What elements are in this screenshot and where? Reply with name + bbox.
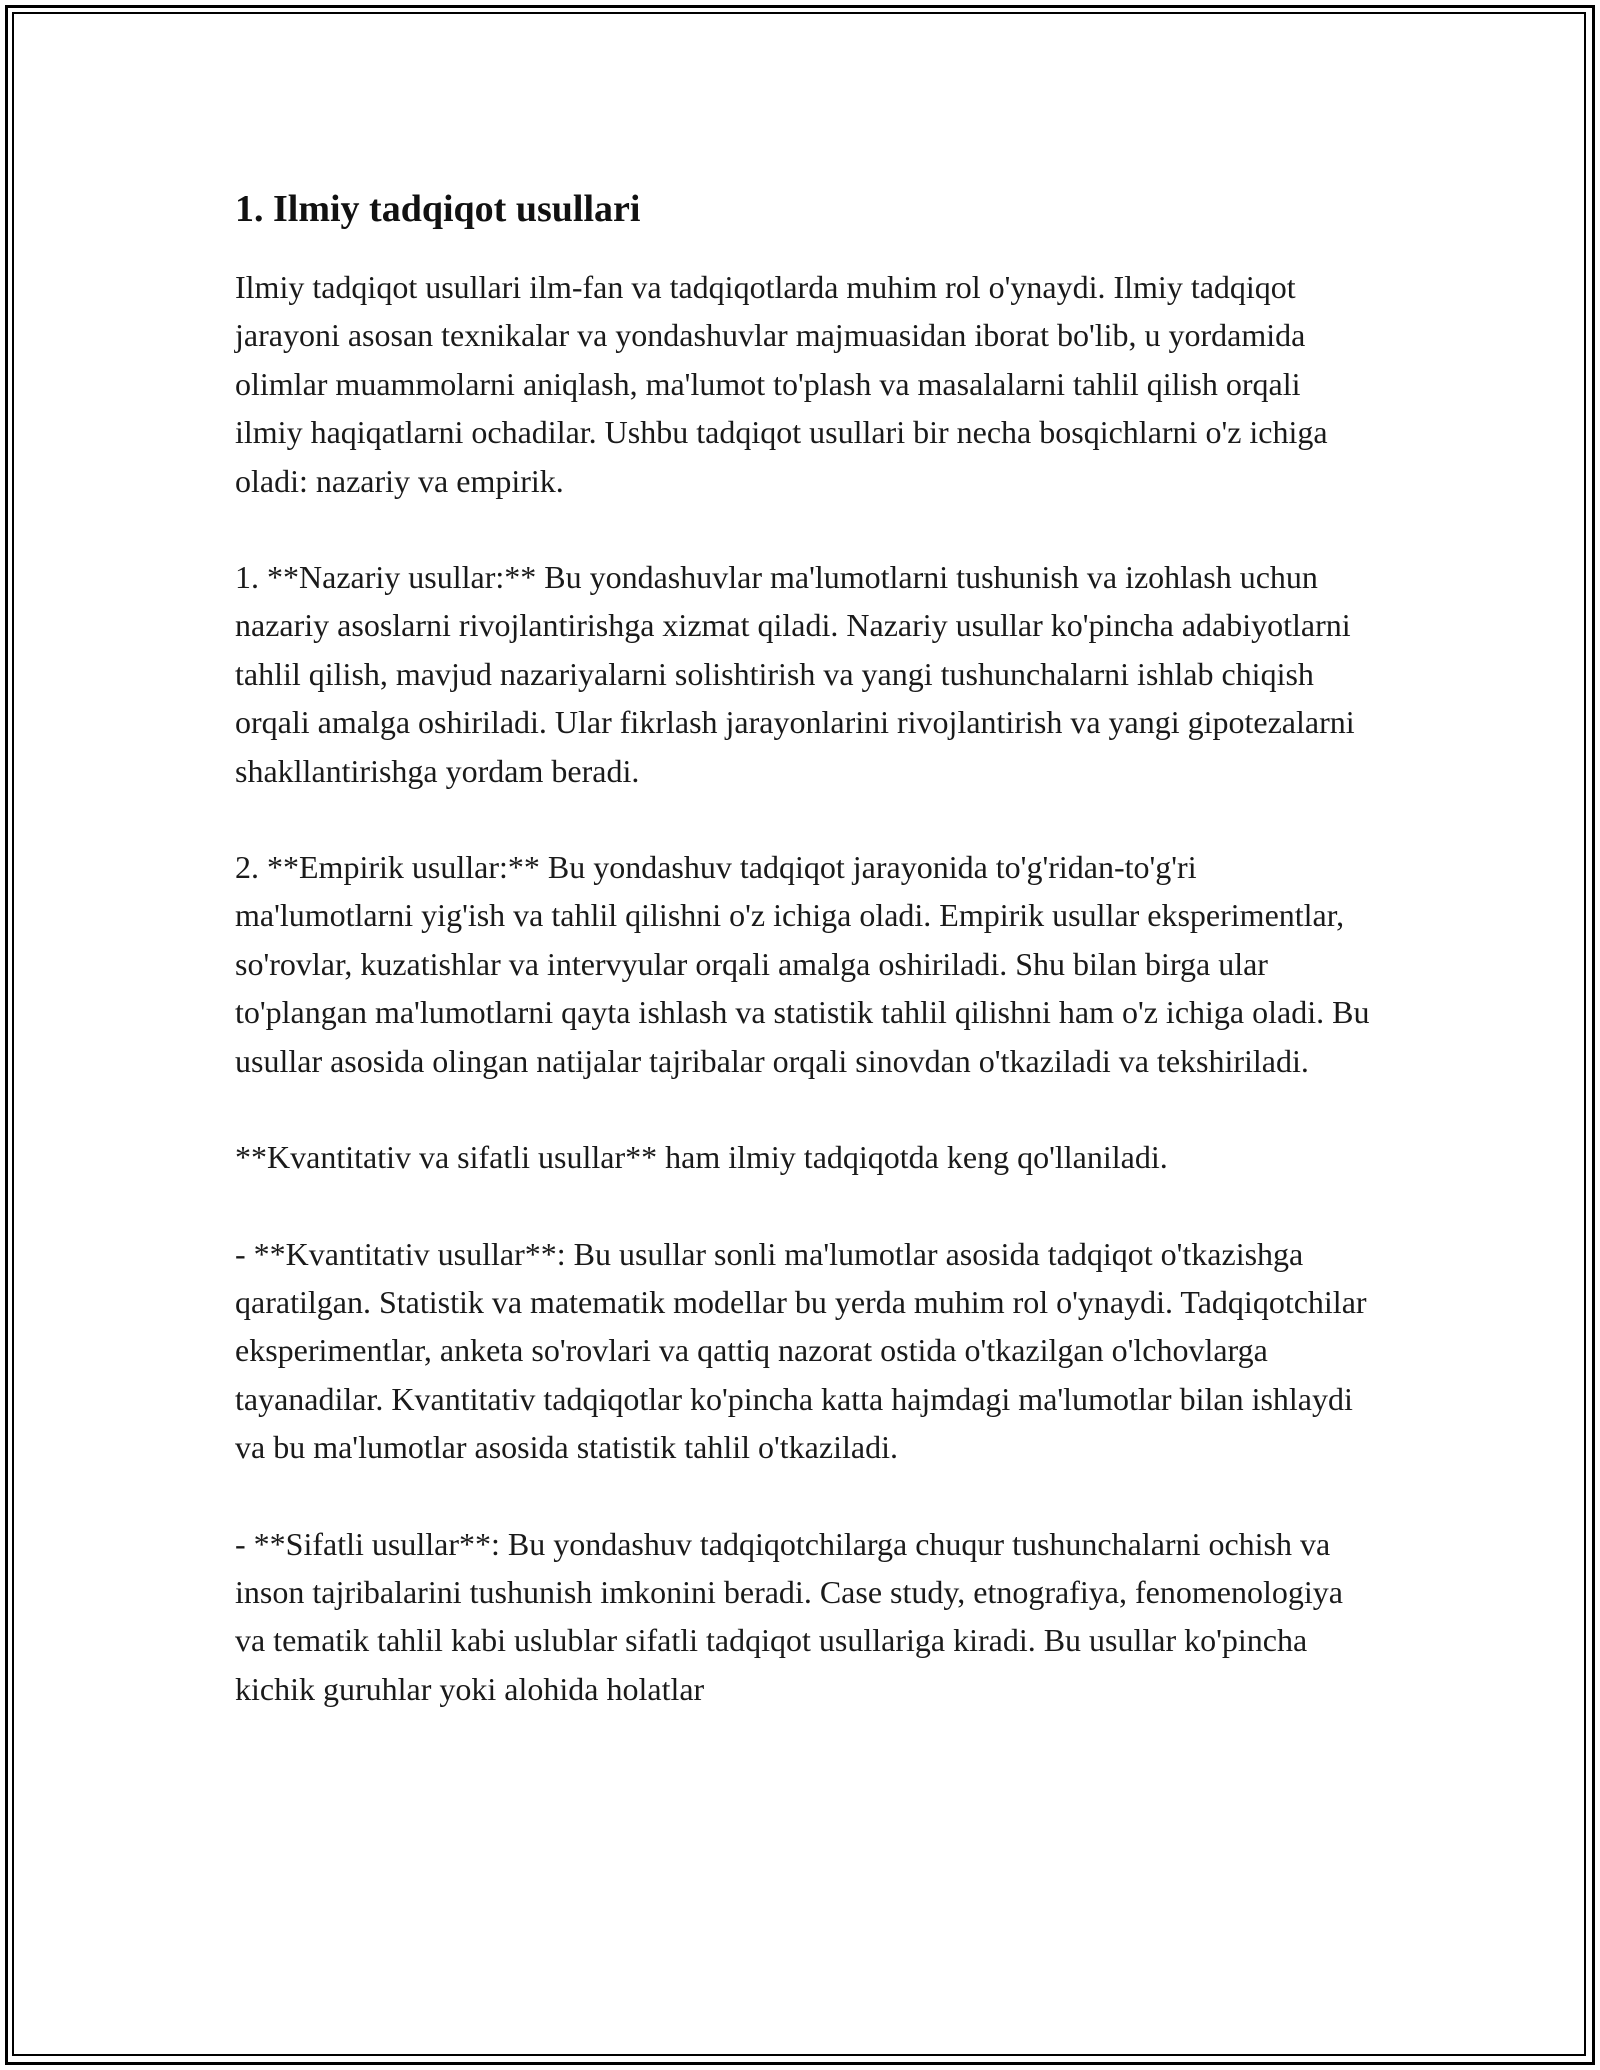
paragraph-qualitative-methods: - **Sifatli usullar**: Bu yondashuv tadqiqotchilarga chuqur tushunchalarni ochish va inson tajribalarini tushunish imkonini beradi. Case study, etnografiya, fenomenologiya va tematik tahlil kabi uslublar sifatli tadqiqot usullariga kiradi. Bu usullar ko'pincha kichik guruhlar yoki alohida holatlar — [235, 1525, 1343, 1707]
paragraph-theoretical-methods: 1. **Nazariy usullar:** Bu yondashuvlar ma'lumotlarni tushunish va izohlash uchun nazariy asoslarni rivojlantirishga xizmat qiladi. Nazariy usullar ko'pincha adabiyotlarni tahlil qilish, mavjud nazariyalarni solishtirish va yangi tushunchalarni ishlab chiqish orqali amalga oshiriladi. Ular fikrlash jarayonlarini rivojlantirish va yangi gipotezalarni shakllantirishga yordam beradi. — [235, 559, 1355, 789]
section-heading: 1. Ilmiy tadqiqot usullari — [235, 188, 641, 230]
paragraph-empirical-methods: 2. **Empirik usullar:** Bu yondashuv tadqiqot jarayonida to'g'ridan-to'g'ri ma'lumotlarni yig'ish va tahlil qilishni o'z ichiga oladi. Empirik usullar eksperimentlar, so'rovlar, kuzatishlar va intervyular orqali amalga oshiriladi. Shu bilan birga ular to'plangan ma'lumotlarni qayta ishlash va statistik tahlil qilishni ham o'z ichiga oladi. Bu usullar asosida olingan natijalar tajribalar orqali sinovdan o'tkaziladi va tekshiriladi. — [235, 849, 1370, 1079]
paragraph-quant-qual-intro: **Kvantitativ va sifatli usullar** ham ilmiy tadqiqotda keng qo'llaniladi. — [235, 1139, 1168, 1176]
paragraph-intro: Ilmiy tadqiqot usullari ilm-fan va tadqiqotlarda muhim rol o'ynaydi. Ilmiy tadqiqot jarayoni asosan texnikalar va yondashuvlar majmuasidan iborat bo'lib, u yordamida olimlar muammolarni aniqlash, ma'lumot to'plash va masalalarni tahlil qilish orqali ilmiy haqiqatlarni ochadilar. Ushbu tadqiqot usullari bir necha bosqichlarni o'z ichiga oladi: nazariy va empirik. — [235, 269, 1328, 499]
document-body — [235, 185, 1370, 1761]
paragraph-quantitative-methods: - **Kvantitativ usullar**: Bu usullar sonli ma'lumotlar asosida tadqiqot o'tkazishga qaratilgan. Statistik va matematik modellar bu yerda muhim rol o'ynaydi. Tadqiqotchilar eksperimentlar, anketa so'rovlari va qattiq nazorat ostida o'tkazilgan o'lchovlarga tayanadilar. Kvantitativ tadqiqotlar ko'pincha katta hajmdagi ma'lumotlar bilan ishlaydi va bu ma'lumotlar asosida statistik tahlil o'tkaziladi. — [235, 1235, 1367, 1466]
